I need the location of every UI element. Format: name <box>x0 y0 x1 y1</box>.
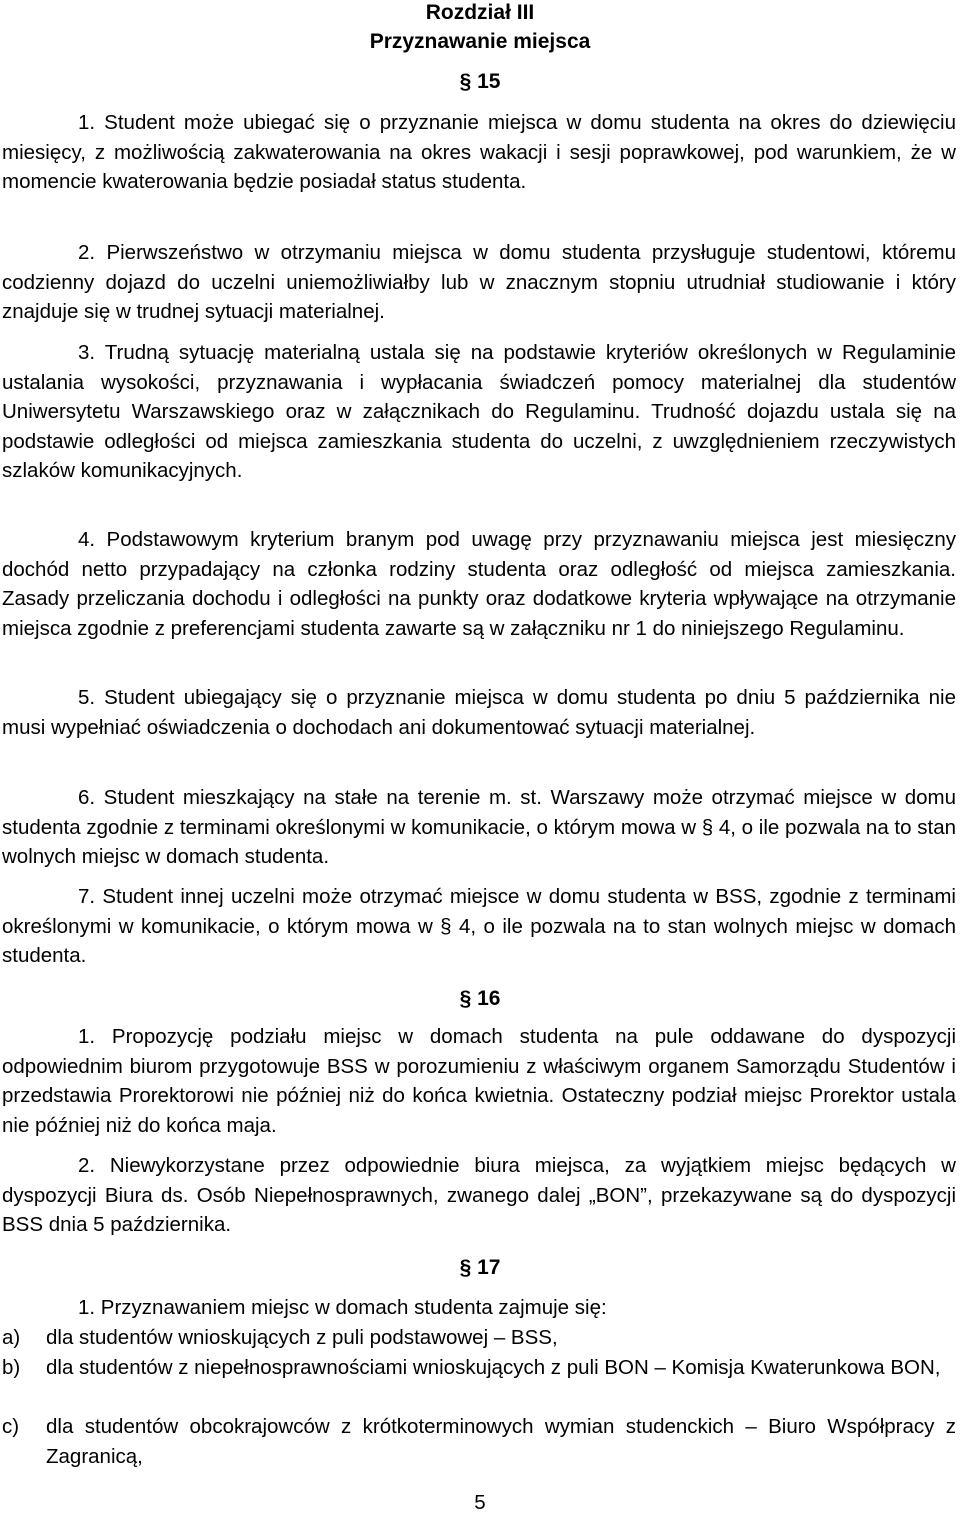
section-heading-17: § 17 <box>459 1256 501 1279</box>
page-number: 5 <box>474 1491 486 1514</box>
list-item-a <box>2 1323 956 1353</box>
paragraph-15-3: 3. Trudną sytuację materialną ustala się na podstawie kryteriów określonych w Regulaminie ustalania wysokości, przyznawania i wypłacania świadczeń pomocy materialnej dla studentów Uniwersytetu Warszawskiego oraz w załącznikach do Regulaminu. Trudność dojazdu ustala się na podstawie odległości od miejsca zamieszkania studenta do uczelni, z uwzględnieniem rzeczywistych szlaków komunikacyjnych. <box>2 341 956 483</box>
list-item-text: dla studentów wnioskujących z puli podstawowej – BSS, <box>46 1326 558 1349</box>
chapter-subtitle: Przyznawanie miejsca <box>369 30 591 53</box>
list-marker: a) <box>2 1326 21 1349</box>
paragraph-17-1: 1. Przyznawaniem miejsc w domach studenta zajmuje się: <box>78 1296 607 1319</box>
chapter-title: Rozdział III <box>425 1 535 24</box>
list-item-text: dla studentów z niepełnosprawnościami wnioskujących z puli BON – Komisja Kwaterunkowa BON, <box>46 1356 941 1379</box>
paragraph-16-1: 1. Propozycję podziału miejsc w domach studenta na pule oddawane do dyspozycji odpowiednim biurom przygotowuje BSS w porozumieniu z właściwym organem Samorządu Studentów i przedstawia Prorektorowi nie później niż do końca kwietnia. Ostateczny podział miejsc Prorektor ustala nie później niż do końca maja. <box>2 1025 956 1137</box>
paragraph-15-5: 5. Student ubiegający się o przyznanie miejsca w domu studenta po dniu 5 października nie musi wypełniać oświadczenia o dochodach ani dokumentować sytuacji materialnej. <box>2 686 956 739</box>
paragraph-15-1: 1. Student może ubiegać się o przyznanie miejsca w domu studenta na okres do dziewięciu miesięcy, z możliwością zakwaterowania na okres wakacji i sesji poprawkowej, pod warunkiem, że w momencie kwaterowania będzie posiadał status studenta. <box>2 111 956 194</box>
section-heading-16: § 16 <box>459 987 501 1010</box>
paragraph-15-7: 7. Student innej uczelni może otrzymać miejsce w domu studenta w BSS, zgodnie z terminami określonymi w komunikacie, o którym mowa w § 4, o ile pozwala na to stan wolnych miejsc w domach studenta. <box>2 885 956 968</box>
list-item-c <box>2 1412 956 1471</box>
list-item-text: dla studentów obcokrajowców z krótkoterminowych wymian studenckich – Biuro Współpracy z Zagranicą, <box>46 1415 956 1468</box>
paragraph-15-6: 6. Student mieszkający na stałe na terenie m. st. Warszawy może otrzymać miejsce w domu studenta zgodnie z terminami określonymi w komunikacie, o którym mowa w § 4, o ile pozwala na to stan wolnych miejsc w domach studenta. <box>2 786 956 869</box>
paragraph-16-2: 2. Niewykorzystane przez odpowiednie biura miejsca, za wyjątkiem miejsc będących w dyspozycji Biura ds. Osób Niepełnosprawnych, zwanego dalej „BON”, przekazywane są do dyspozycji BSS dnia 5 października. <box>2 1154 956 1237</box>
paragraph-15-2: 2. Pierwszeństwo w otrzymaniu miejsca w domu studenta przysługuje studentowi, któremu codzienny dojazd do uczelni uniemożliwiałby lub w znacznym stopniu utrudniał studiowanie i który znajduje się w trudnej sytuacji materialnej. <box>2 241 956 324</box>
paragraph-15-4: 4. Podstawowym kryterium branym pod uwagę przy przyznawaniu miejsca jest miesięczny dochód netto przypadający na członka rodziny studenta oraz odległość od miejsca zamieszkania. Zasady przeliczania dochodu i odległości na punkty oraz dodatkowe kryteria wpływające na otrzymanie miejsca zgodnie z preferencjami studenta zawarte są w załączniku nr 1 do niniejszego Regulaminu. <box>2 528 956 640</box>
list-marker: b) <box>2 1356 21 1379</box>
list-item-b <box>2 1353 956 1383</box>
chapter-heading <box>300 0 660 56</box>
list-marker: c) <box>2 1415 20 1438</box>
section-heading-15: § 15 <box>459 70 501 93</box>
